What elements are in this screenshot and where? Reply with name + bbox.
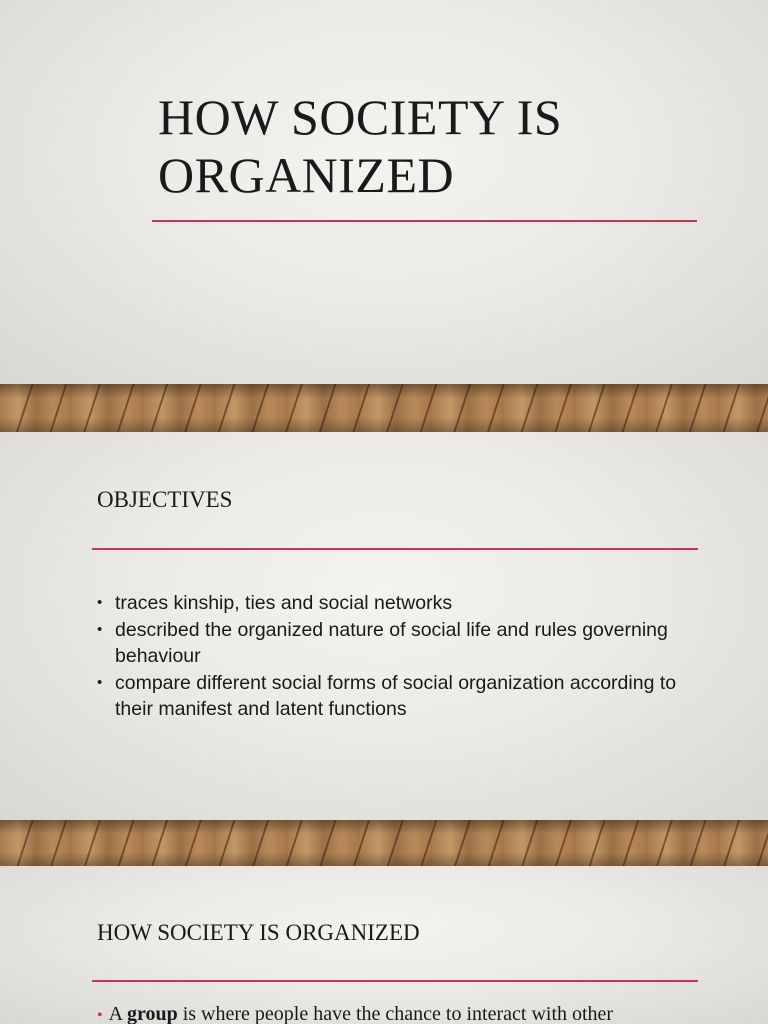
list-item bbox=[97, 670, 677, 723]
wood-floor-divider bbox=[0, 820, 768, 866]
list-item bbox=[97, 590, 677, 617]
group-text-prefix: A bbox=[108, 1003, 127, 1024]
objectives-underline bbox=[92, 548, 698, 550]
list-item-text: compare different social forms of social organization according to their manifest and latent functions bbox=[115, 671, 677, 720]
organization-heading: HOW SOCIETY IS ORGANIZED bbox=[97, 920, 420, 945]
bullet-icon: • bbox=[97, 620, 103, 638]
wood-floor-divider bbox=[0, 384, 768, 432]
organization-underline bbox=[92, 980, 698, 982]
objectives-list bbox=[97, 590, 677, 723]
slide-organization bbox=[0, 866, 768, 1024]
list-item bbox=[97, 617, 677, 670]
list-item-text: traces kinship, ties and social networks bbox=[115, 592, 453, 614]
group-text-suffix: is where people have the chance to interact with other bbox=[177, 1003, 614, 1024]
slide-title-text: HOW SOCIETY IS ORGANIZED bbox=[158, 89, 563, 203]
group-term: group bbox=[126, 1003, 178, 1024]
objectives-heading: OBJECTIVES bbox=[97, 487, 233, 512]
bullet-icon: • bbox=[97, 1007, 103, 1024]
group-definition bbox=[97, 1001, 737, 1024]
list-item-text: described the organized nature of social life and rules governing behaviour bbox=[115, 618, 668, 667]
slide-objectives bbox=[0, 432, 768, 820]
title-underline bbox=[152, 220, 697, 222]
bullet-icon: • bbox=[97, 673, 103, 691]
bullet-icon: • bbox=[97, 594, 103, 611]
slide-title bbox=[0, 0, 768, 384]
